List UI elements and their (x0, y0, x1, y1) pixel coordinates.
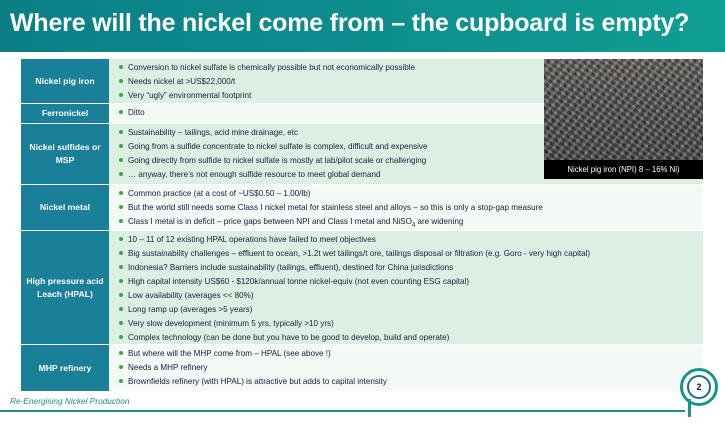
row-label: MHP refinery (21, 345, 109, 391)
bullet-item: Ditto (109, 106, 699, 120)
bullet-item: Needs a MHP refinery (109, 361, 699, 375)
bullet-item (109, 215, 699, 229)
row-hpal (21, 231, 703, 345)
subscript: 4 (411, 222, 416, 229)
row-nickel-metal (21, 185, 703, 231)
footer-tagline: Re-Energising Nickel Production (10, 396, 130, 406)
bullet-item: Brownfields refinery (with HPAL) is attractive but adds to capital intensity (109, 375, 699, 389)
title-bar (0, 0, 725, 52)
bullet-item: Conversion to nickel sulfate is chemically possible but not economically possible (109, 61, 699, 75)
row-mhp-refinery (21, 345, 703, 391)
bullet-item: Going directly from sulfide to nickel sulfate is mostly at lab/pilot scale or challenging (109, 154, 699, 168)
bullet-item: Low availability (averages << 80%) (109, 289, 699, 303)
footer-divider (0, 410, 685, 412)
row-body (109, 345, 703, 391)
bullet-text: are widening (417, 217, 464, 226)
row-label: High pressure acid Leach (HPAL) (21, 231, 109, 344)
bullet-item: Very “ugly” environmental footprint (109, 89, 699, 103)
bullet-item: But the world still needs some Class I nickel metal for stainless steel and alloys – so this is only a stop-gap measure (109, 201, 699, 215)
badge-tail (688, 399, 691, 417)
photo-caption: Nickel pig iron (NPI) 8 – 16% Ni) (544, 160, 703, 179)
nickel-pig-iron-photo (544, 59, 703, 179)
row-label: Nickel pig iron (21, 59, 109, 103)
row-label: Nickel metal (21, 185, 109, 230)
bullet-item: … anyway, there’s not enough sulfide resource to meet global demand (109, 168, 699, 182)
bullet-item: Big sustainability challenges – effluent to ocean, >1.2t wet tailings/t ore, tailings disposal or filtration (e.g. Goro - very high capital) (109, 247, 699, 261)
bullet-item: Sustainability – tailings, acid mine drainage, etc (109, 126, 699, 140)
bullet-item: 10 – 11 of 12 existing HPAL operations have failed to meet objectives (109, 233, 699, 247)
row-body (109, 185, 703, 230)
bullet-item: High capital intensity US$60 - $120k/annual tonne nickel-equiv (not even counting ESG capital) (109, 275, 699, 289)
bullet-item: Indonesia? Barriers include sustainability (tailings, effluent), destined for China jurisdictions (109, 261, 699, 275)
page-number-badge (680, 368, 718, 406)
bullet-item: Complex technology (can be done but you have to be good to develop, build and operate) (109, 331, 699, 345)
bullet-item: Common practice (at a cost of ~US$0.50 – 1.00/lb) (109, 187, 699, 201)
bullet-item: Needs nickel at >US$22,000/t (109, 75, 699, 89)
row-label: Ferronickel (21, 104, 109, 123)
bullet-text: Class I metal is in deficit – price gaps between NPI and Class I metal and NiSO (128, 217, 412, 226)
page-number: 2 (687, 375, 711, 399)
bullet-item: But where will the MHP come from – HPAL (see above !) (109, 347, 699, 361)
bullet-item: Very slow development (minimum 5 yrs, typically >10 yrs) (109, 317, 699, 331)
row-body (109, 231, 703, 344)
row-label: Nickel sulfides or MSP (21, 124, 109, 184)
slide-title: Where will the nickel come from – the cupboard is empty? (10, 9, 690, 37)
bullet-item: Going from a sulfide concentrate to nickel sulfate is complex, difficult and expensive (109, 140, 699, 154)
bullet-item: Long ramp up (averages >5 years) (109, 303, 699, 317)
